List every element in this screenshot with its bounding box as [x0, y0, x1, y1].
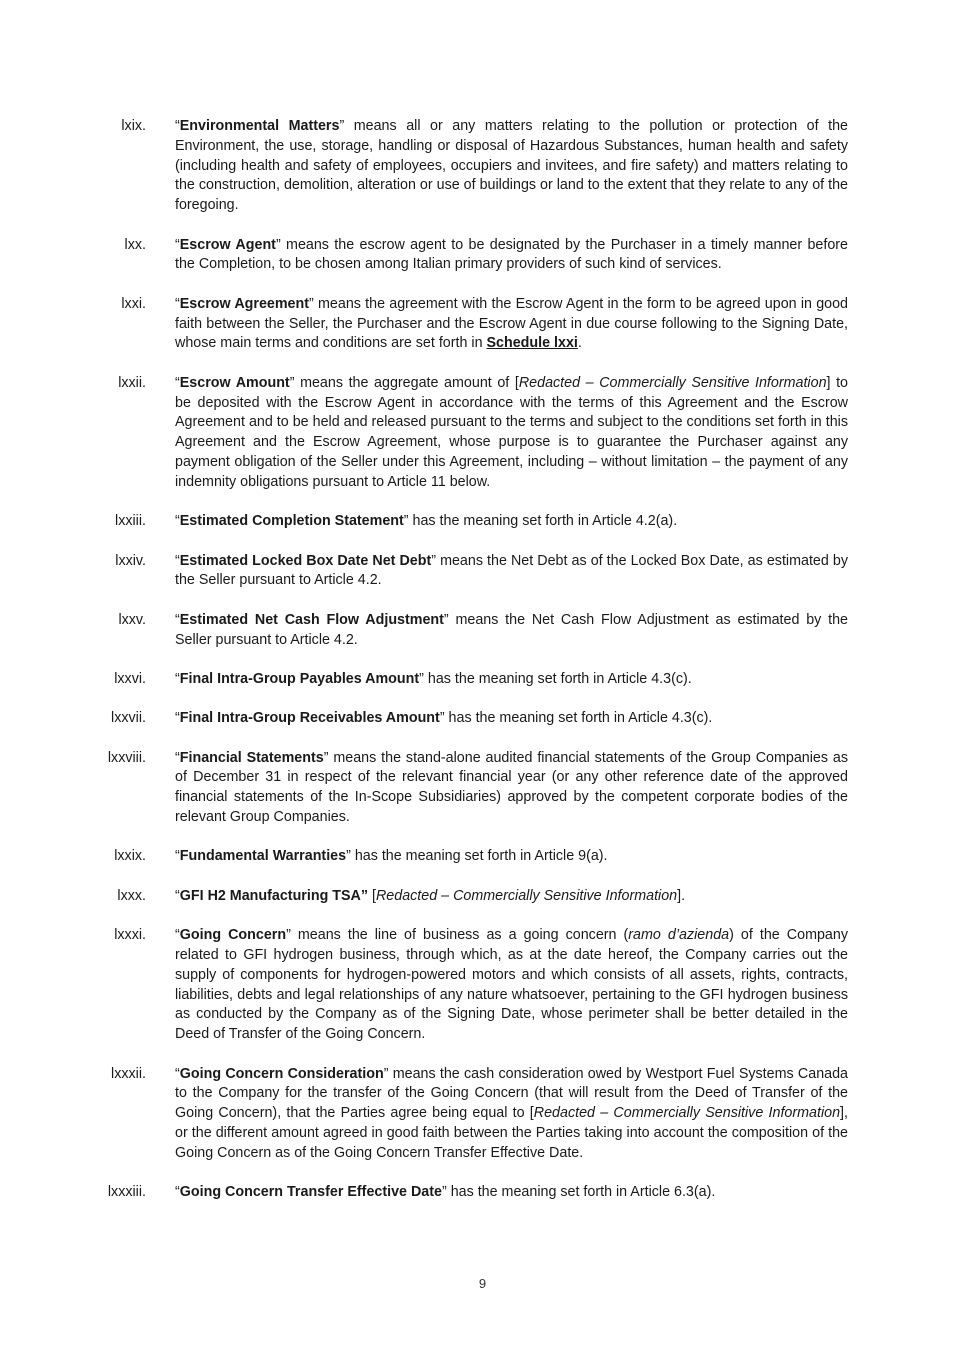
- schedule-reference: Schedule lxxi: [486, 335, 578, 352]
- open-quote: “: [175, 374, 180, 391]
- definition-text: [175, 374, 848, 493]
- definition-entry: [0, 611, 965, 651]
- open-quote: “: [175, 749, 180, 766]
- definition-body: has the meaning set forth in Article 6.3(a).: [446, 1184, 716, 1201]
- definition-number: lxxix.: [114, 848, 146, 865]
- definition-entry: [0, 374, 965, 493]
- definition-body: means the line of business as a going concern (: [290, 927, 629, 944]
- close-quote: ”: [339, 118, 345, 134]
- definition-text: [175, 236, 848, 276]
- open-quote: “: [175, 887, 180, 904]
- close-quote: ”: [419, 670, 424, 687]
- close-quote: ”: [309, 295, 314, 312]
- definition-number: lxxii.: [118, 374, 146, 391]
- close-quote: ”: [323, 749, 329, 766]
- page-number: 9: [478, 1276, 487, 1291]
- definition-entry: [0, 887, 965, 907]
- defined-term: GFI H2 Manufacturing TSA”: [179, 887, 369, 904]
- definition-entry: [0, 749, 965, 828]
- defined-term: Going Concern: [179, 927, 287, 944]
- definition-body: has the meaning set forth in Article 4.3(c).: [444, 710, 713, 727]
- definition-body: has the meaning set forth in Article 4.2(a).: [408, 513, 678, 530]
- italic-text: Redacted – Commercially Sensitive Information: [375, 887, 678, 904]
- italic-text: ramo d’azienda: [628, 927, 730, 944]
- defined-term: Estimated Net Cash Flow Adjustment: [179, 611, 444, 628]
- open-quote: “: [175, 710, 180, 727]
- definition-entry: [0, 236, 965, 276]
- close-quote: ”: [346, 848, 351, 865]
- defined-term: Final Intra-Group Payables Amount: [179, 670, 420, 687]
- close-quote: ”: [383, 1065, 389, 1082]
- definition-text: [175, 611, 848, 651]
- definition-body: means the agreement with the Escrow Agent in the form to be agreed upon in good faith between the Seller, the Purchaser and the Escrow Agent in due course following to the Signing Date, whose main terms and conditions are set forth in: [175, 295, 849, 352]
- definition-entry: [0, 847, 965, 867]
- defined-term: Escrow Amount: [179, 374, 290, 391]
- close-quote: ”: [439, 710, 445, 727]
- definition-entry: [0, 512, 965, 532]
- open-quote: “: [175, 118, 180, 134]
- definition-text: [175, 847, 848, 867]
- defined-term: Financial Statements: [179, 749, 324, 766]
- definition-body: [: [368, 887, 376, 904]
- definition-number: lxxviii.: [107, 749, 146, 766]
- definition-body: means the stand-alone audited financial statements of the Group Companies as of December 31 in respect of the relevant financial year (or any other reference date of the approved financial statements of the In-Scope Subsidiaries) approved by the competent corporate bodies of the relevant Group Companies.: [175, 749, 848, 826]
- open-quote: “: [175, 927, 180, 944]
- definition-number: lxxxi.: [114, 927, 146, 944]
- open-quote: “: [175, 236, 180, 253]
- defined-term: Environmental Matters: [179, 118, 340, 134]
- definition-number: lxxvii.: [111, 710, 146, 727]
- definition-number: lxix.: [121, 118, 146, 134]
- close-quote: ”: [431, 552, 437, 569]
- definition-entry: [0, 670, 965, 690]
- open-quote: “: [175, 295, 180, 312]
- definition-entry: [0, 709, 965, 729]
- definition-body: has the meaning set forth in Article 4.3(c).: [423, 670, 692, 687]
- definition-body: means the escrow agent to be designated by the Purchaser in a timely manner before the Completion, to be chosen among Italian primary providers of such kind of services.: [175, 236, 848, 273]
- definition-entry: [0, 926, 965, 1045]
- definition-text: [175, 709, 848, 729]
- definition-entry: [0, 117, 965, 216]
- defined-term: Going Concern Transfer Effective Date: [179, 1184, 442, 1201]
- definition-tail: ) of the Company related to GFI hydrogen business, through which, as at the date hereof, the Company carries out the supply of components for hydrogen-powered motors and which consists of all assets, rights, contracts, liabilities, debts and legal relationships of any nature whatsoever, pertaining to the GFI hydrogen business as conducted by the Company as of the Signing Date, whose perimeter shall be better detailed in the Deed of Transfer of the Going Concern.: [175, 927, 848, 1043]
- definition-text: [175, 1183, 848, 1203]
- close-quote: ”: [286, 927, 291, 944]
- definition-text: [175, 295, 848, 354]
- definition-body: means the aggregate amount of [: [294, 374, 519, 391]
- close-quote: ”: [441, 1184, 447, 1201]
- definition-text: [175, 670, 848, 690]
- close-quote: ”: [403, 513, 409, 530]
- definition-body: means the Net Debt as of the Locked Box Date, as estimated by the Seller pursuant to Article 4.2.: [175, 552, 848, 589]
- defined-term: Fundamental Warranties: [179, 848, 347, 865]
- definition-entry: [0, 295, 965, 354]
- definition-body: means all or any matters relating to the pollution or protection of the Environment, the use, storage, handling or disposal of Hazardous Substances, human health and safety (including health and safety of employees, occupiers and invitees, and fire safety) and matters relating to the construction, demolition, alteration or use of buildings or land to the extent that they relate to any of the foregoing.: [175, 118, 848, 214]
- open-quote: “: [175, 1184, 180, 1201]
- definition-number: lxxiv.: [115, 552, 146, 569]
- definition-text: [175, 512, 848, 532]
- definition-tail: ], or the different amount agreed in good faith between the Parties taking into account the composition of the Going Concern as of the Going Concern Transfer Effective Date.: [175, 1105, 848, 1161]
- definition-number: lxxiii.: [115, 513, 146, 530]
- definition-tail: ].: [677, 887, 686, 904]
- definition-entry: [0, 1065, 965, 1164]
- definition-text: [175, 749, 848, 828]
- open-quote: “: [175, 513, 180, 530]
- definition-text: [175, 117, 848, 216]
- definition-number: lxxi.: [121, 295, 146, 312]
- defined-term: Going Concern Consideration: [179, 1065, 384, 1082]
- defined-term: Escrow Agent: [179, 236, 276, 253]
- defined-term: Final Intra-Group Receivables Amount: [179, 710, 440, 727]
- definition-text: [175, 926, 848, 1045]
- definition-tail: .: [577, 335, 582, 352]
- definition-text: [175, 1065, 848, 1164]
- definition-number: lxxxiii.: [107, 1184, 146, 1201]
- italic-text: Redacted – Commercially Sensitive Information: [533, 1105, 841, 1122]
- definition-number: lxxv.: [118, 611, 146, 628]
- definition-body: has the meaning set forth in Article 9(a).: [350, 848, 608, 865]
- open-quote: “: [175, 1065, 180, 1082]
- definition-entry: [0, 1183, 965, 1203]
- definition-number: lxxxii.: [111, 1065, 146, 1082]
- definition-entry: [0, 552, 965, 592]
- open-quote: “: [175, 670, 180, 687]
- definition-number: lxxx.: [117, 887, 146, 904]
- close-quote: ”: [443, 611, 449, 628]
- definition-text: [175, 552, 848, 592]
- definition-number: lxxvi.: [114, 670, 146, 687]
- definitions-list: [0, 117, 965, 1223]
- open-quote: “: [175, 848, 180, 865]
- defined-term: Estimated Completion Statement: [179, 513, 404, 530]
- defined-term: Estimated Locked Box Date Net Debt: [179, 552, 432, 569]
- open-quote: “: [175, 611, 180, 628]
- italic-text: Redacted – Commercially Sensitive Information: [518, 374, 827, 391]
- definition-tail: ] to be deposited with the Escrow Agent in accordance with the terms of this Agreement and the Escrow Agreement and to be held and released pursuant to the terms and subject to the conditions set forth in this Agreement and the Escrow Agreement, whose purpose is to guarantee the Purchaser against any payment obligation of the Seller under this Agreement, including – without limitation – the payment of any indemnity obligations pursuant to Article 11 below.: [175, 374, 849, 490]
- open-quote: “: [175, 552, 180, 569]
- definition-body: means the cash consideration owed by Westport Fuel Systems Canada to the Company for the transfer of the Going Concern (that will result from the Deed of Transfer of the Going Concern), that the Parties agree being equal to [: [175, 1065, 848, 1122]
- definition-body: means the Net Cash Flow Adjustment as estimated by the Seller pursuant to Article 4.2.: [175, 611, 848, 648]
- close-quote: ”: [289, 374, 295, 391]
- definition-text: [175, 887, 848, 907]
- definition-number: lxx.: [124, 236, 146, 253]
- close-quote: ”: [275, 236, 281, 253]
- defined-term: Escrow Agreement: [179, 295, 310, 312]
